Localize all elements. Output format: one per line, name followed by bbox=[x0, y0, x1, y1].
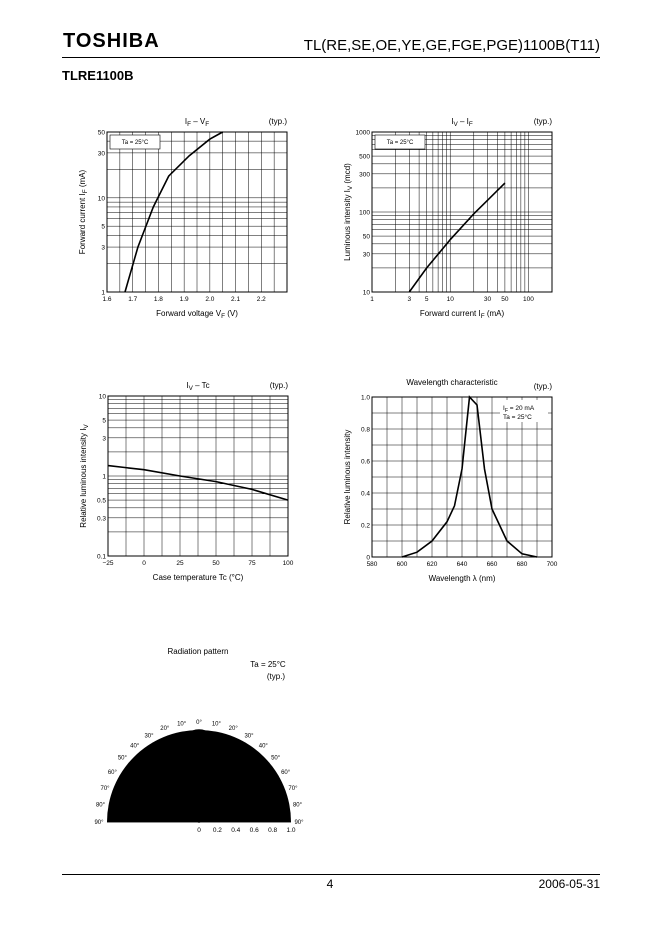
condition-current: $I_F = 20$ mA bbox=[503, 405, 535, 414]
y-tick-label: 5 bbox=[101, 223, 105, 231]
angle-label-left: 40° bbox=[130, 743, 140, 750]
x-tick-label: 100 bbox=[282, 560, 294, 567]
x-tick-label: 30 bbox=[483, 296, 492, 303]
x-tick-label: 2.1 bbox=[231, 296, 241, 303]
data-series-curve bbox=[125, 132, 223, 292]
radiation-title: Radiation pattern bbox=[167, 647, 229, 656]
x-tick-label: 1.8 bbox=[153, 296, 163, 303]
chart-title: $I_V$ – Tc bbox=[186, 381, 210, 392]
grid-lines bbox=[372, 132, 552, 292]
x-tick-label: 580 bbox=[366, 561, 378, 568]
x-tick-label: 680 bbox=[516, 561, 528, 568]
x-tick-label: 600 bbox=[396, 561, 408, 568]
x-tick-label: 50 bbox=[501, 296, 509, 303]
y-axis-label-group bbox=[78, 169, 89, 254]
typ-label: (typ.) bbox=[268, 117, 287, 126]
x-tick-label: 100 bbox=[523, 296, 534, 303]
angle-label-left: 60° bbox=[107, 770, 117, 776]
x-tick-label: 1.7 bbox=[128, 296, 138, 303]
condition-label: Ta = 25°C bbox=[386, 140, 414, 146]
angle-label-right: 90° bbox=[294, 820, 304, 826]
x-tick-label: −25 bbox=[102, 560, 114, 567]
chart-iv-tc bbox=[79, 381, 294, 582]
y-tick-label: 1 bbox=[101, 289, 105, 297]
y-axis-label: Luminous intensity $I_V$ (mcd) bbox=[343, 163, 354, 261]
data-series-curve bbox=[409, 183, 505, 292]
typ-label: (typ.) bbox=[533, 117, 552, 126]
radial-scale-label: 0.2 bbox=[212, 827, 222, 834]
x-tick-label: 1.6 bbox=[102, 296, 112, 303]
y-tick-label: 10 bbox=[98, 393, 106, 401]
y-tick-label: 50 bbox=[97, 129, 105, 137]
y-tick-label: 0 bbox=[366, 554, 370, 562]
grid-lines bbox=[108, 396, 288, 556]
x-tick-label: 10 bbox=[446, 296, 454, 303]
x-tick-label: 700 bbox=[546, 561, 558, 568]
y-tick-label: 3 bbox=[101, 244, 105, 252]
grid-lines bbox=[107, 132, 287, 292]
x-tick-label: 660 bbox=[486, 561, 498, 568]
typ-label: (typ.) bbox=[533, 382, 552, 391]
x-tick-label: 2.2 bbox=[256, 296, 266, 303]
x-axis-label: Wavelength λ (nm) bbox=[428, 574, 496, 583]
condition-temperature: Ta = 25°C bbox=[503, 414, 532, 421]
y-tick-label: 100 bbox=[359, 209, 370, 217]
y-axis-label: Forward current $I_F$ (mA) bbox=[78, 169, 89, 255]
typ-label: (typ.) bbox=[269, 381, 288, 390]
angle-label-right: 50° bbox=[271, 755, 281, 762]
angle-label-right: 80° bbox=[292, 802, 303, 809]
angle-label-right: 10° bbox=[211, 721, 221, 728]
radial-scale-label: 1.0 bbox=[286, 827, 296, 834]
radiation-condition: Ta = 25°C bbox=[250, 660, 286, 669]
radial-scale-label: 0 bbox=[197, 827, 201, 834]
y-tick-label: 300 bbox=[359, 171, 370, 179]
toshiba-logo: TOSHIBA bbox=[63, 30, 160, 52]
y-tick-label: 0.4 bbox=[360, 490, 370, 498]
angle-label-left: 20° bbox=[160, 726, 170, 733]
condition-label: Ta = 25°C bbox=[121, 140, 149, 146]
y-axis-label-group bbox=[343, 430, 352, 525]
x-tick-label: 0 bbox=[142, 560, 146, 567]
radiation-pattern bbox=[94, 647, 304, 834]
page-number: 4 bbox=[326, 877, 334, 891]
x-axis-label: Forward current $I_F$ (mA) bbox=[419, 309, 505, 320]
angle-label-left: 50° bbox=[117, 755, 127, 762]
chart-title: $I_V - I_F$ bbox=[451, 117, 473, 128]
angle-label-left: 80° bbox=[95, 802, 106, 809]
y-tick-label: 5 bbox=[102, 417, 106, 425]
radiation-typ: (typ.) bbox=[266, 672, 286, 681]
y-axis-label: Relative luminous intensity $I_V$ bbox=[79, 424, 90, 528]
x-tick-label: 2.0 bbox=[205, 296, 215, 303]
angle-label-right: 60° bbox=[281, 770, 291, 776]
y-tick-label: 1000 bbox=[355, 129, 370, 137]
x-tick-label: 1.9 bbox=[179, 296, 189, 303]
footer-date: 2006-05-31 bbox=[538, 877, 600, 891]
page-subtitle: TLRE1100B bbox=[62, 68, 134, 83]
angle-label-right: 30° bbox=[244, 733, 254, 740]
y-tick-label: 10 bbox=[362, 289, 370, 297]
x-axis-label: Case temperature Tc (°C) bbox=[152, 573, 244, 582]
y-tick-label: 500 bbox=[359, 153, 370, 161]
angle-label-right: 70° bbox=[288, 785, 298, 792]
chart-title: Wavelength characteristic bbox=[406, 378, 498, 387]
y-tick-label: 0.6 bbox=[360, 458, 370, 466]
chart-wavelength bbox=[343, 378, 558, 583]
y-tick-label: 3 bbox=[102, 435, 106, 443]
angle-label-right: 40° bbox=[258, 743, 268, 750]
y-axis-label: Relative luminous intensity bbox=[343, 429, 352, 525]
radial-scale-label: 0.4 bbox=[231, 827, 241, 834]
y-tick-label: 0.5 bbox=[96, 497, 106, 505]
x-tick-label: 5 bbox=[424, 296, 429, 303]
angle-label-left: 90° bbox=[94, 820, 104, 826]
y-tick-label: 0.2 bbox=[360, 522, 370, 530]
chart-if-vf bbox=[78, 117, 287, 320]
y-tick-label: 30 bbox=[362, 251, 370, 259]
x-tick-label: 1 bbox=[370, 296, 374, 303]
angle-label: 0° bbox=[196, 720, 202, 726]
y-tick-label: 50 bbox=[362, 233, 370, 241]
angle-label-left: 70° bbox=[100, 785, 110, 792]
x-tick-label: 3 bbox=[407, 296, 412, 303]
x-tick-label: 620 bbox=[426, 561, 438, 568]
radial-scale-label: 0.8 bbox=[268, 827, 278, 834]
chart-title: $I_F - V_F$ bbox=[184, 117, 210, 128]
chart-iv-if bbox=[343, 117, 552, 320]
y-tick-label: 0.1 bbox=[96, 553, 106, 561]
x-tick-label: 75 bbox=[248, 560, 256, 567]
y-tick-label: 1 bbox=[102, 473, 106, 481]
footer-divider bbox=[62, 874, 600, 875]
x-tick-label: 640 bbox=[456, 561, 468, 568]
part-number-header: TL(RE,SE,OE,YE,GE,FGE,PGE)1100B(T11) bbox=[303, 37, 600, 54]
y-tick-label: 1.0 bbox=[360, 394, 370, 402]
angle-label-left: 10° bbox=[177, 721, 187, 728]
y-axis-label-group bbox=[343, 163, 354, 261]
x-tick-label: 25 bbox=[176, 560, 184, 567]
angle-label-left: 30° bbox=[144, 733, 154, 740]
radial-scale-label: 0.6 bbox=[249, 827, 259, 834]
y-tick-label: 30 bbox=[97, 150, 105, 158]
y-tick-label: 10 bbox=[97, 195, 105, 203]
y-axis-label-group bbox=[79, 424, 90, 528]
x-axis-label: Forward voltage $V_F$ (V) bbox=[156, 309, 238, 320]
angle-label-right: 20° bbox=[228, 726, 238, 733]
y-tick-label: 0.8 bbox=[360, 426, 370, 434]
x-tick-label: 50 bbox=[212, 560, 220, 567]
y-tick-label: 0.3 bbox=[96, 515, 106, 523]
